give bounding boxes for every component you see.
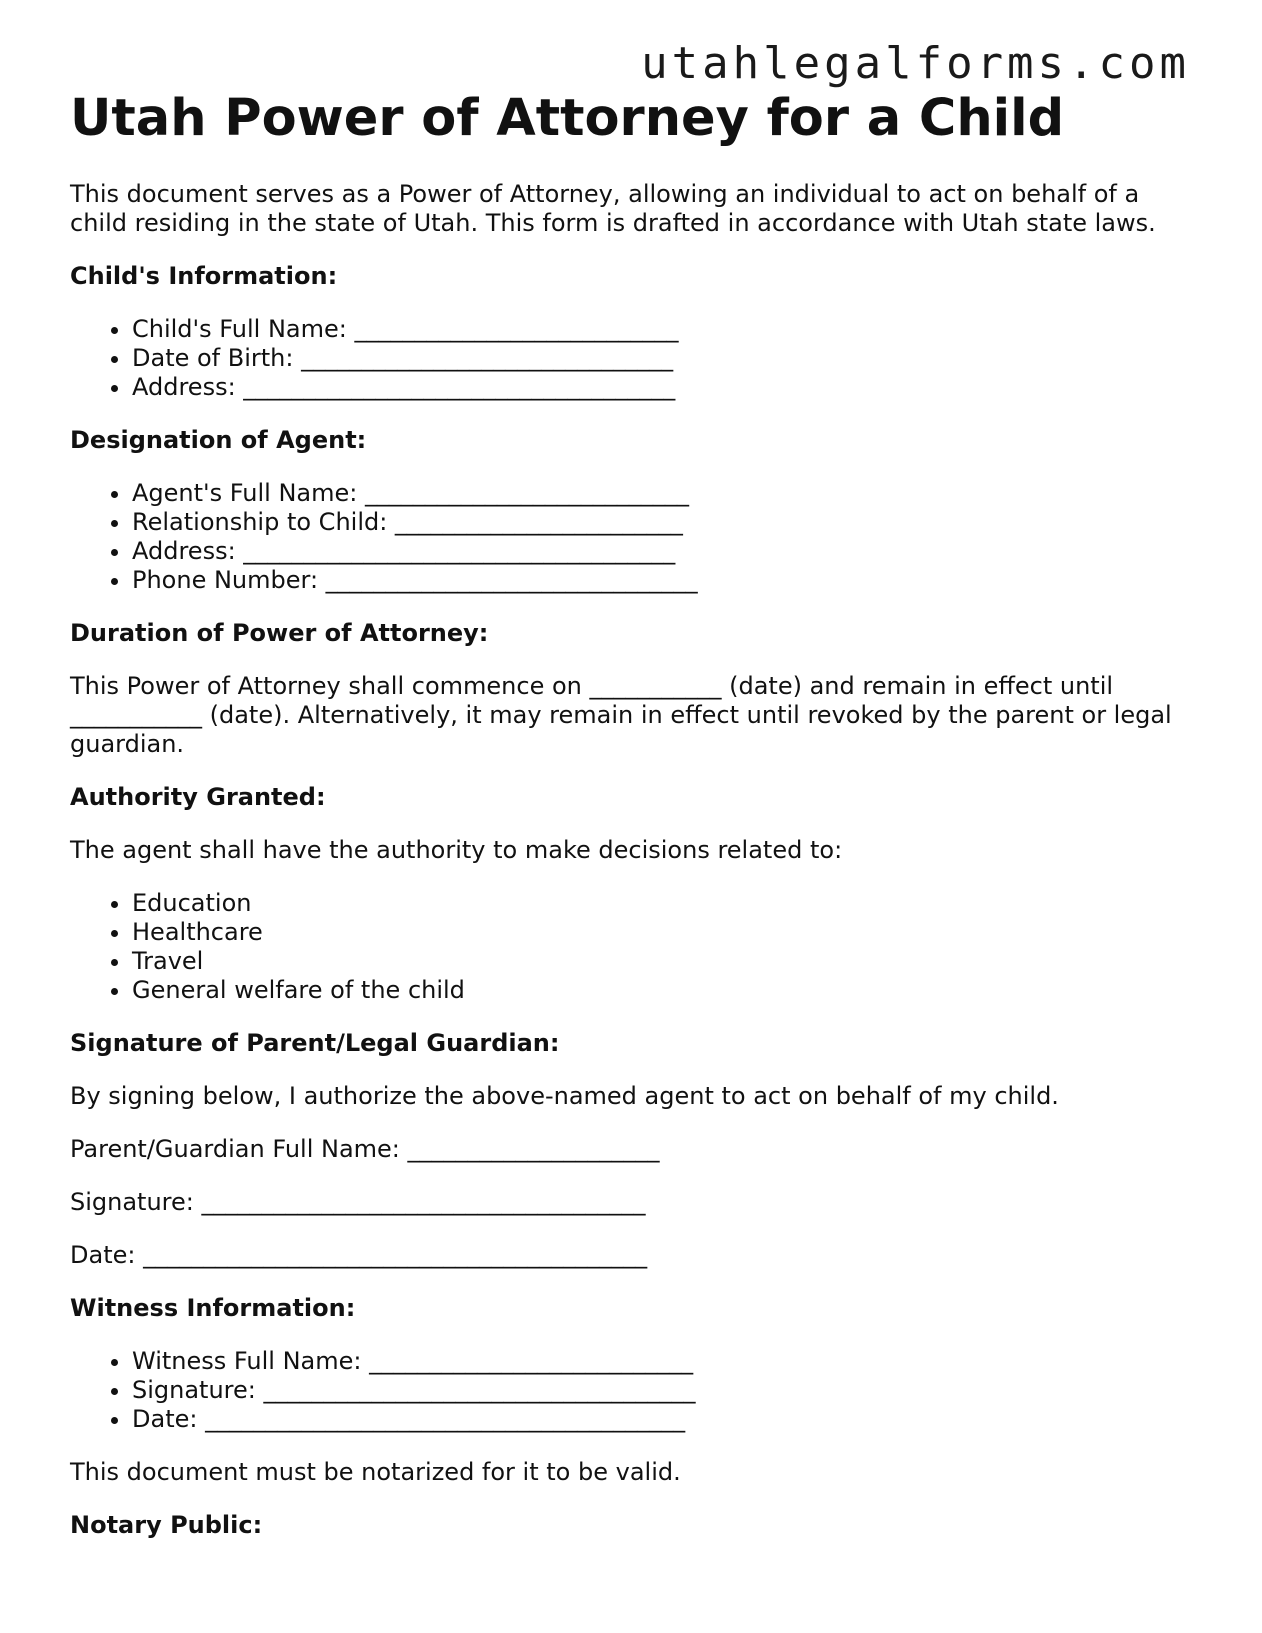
document-title: Utah Power of Attorney for a Child <box>70 89 1065 148</box>
signature-heading: Signature of Parent/Legal Guardian: <box>70 1029 560 1057</box>
authority-list <box>70 889 1200 1005</box>
notary-heading: Notary Public: <box>70 1511 263 1539</box>
notarize-paragraph: This document must be notarized for it to be valid. <box>70 1458 681 1486</box>
witness-list <box>70 1347 1200 1434</box>
authority-heading: Authority Granted: <box>70 783 326 811</box>
guardian-name-field: Parent/Guardian Full Name: _____________________ <box>70 1135 660 1163</box>
agent-list <box>70 479 1200 595</box>
child-dob-field: • Date of Birth: _______________________________ <box>132 344 1200 373</box>
agent-address-field: • Address: ____________________________________ <box>132 537 1200 566</box>
authority-item-travel: • Travel <box>132 947 1200 976</box>
duration-paragraph: This Power of Attorney shall commence on ___________ (date) and remain in effect until ___________ (date). Alternatively, it may remain in effect until revoked by the parent or legal guardian. <box>70 672 1172 758</box>
agent-relationship-field: • Relationship to Child: ________________________ <box>132 508 1200 537</box>
witness-signature-field: • Signature: ____________________________________ <box>132 1376 1200 1405</box>
guardian-signature-field: Signature: _____________________________________ <box>70 1188 646 1216</box>
intro-paragraph: This document serves as a Power of Attorney, allowing an individual to act on behalf of a child residing in the state of Utah. This form is drafted in accordance with Utah state laws. <box>70 180 1156 237</box>
witness-heading: Witness Information: <box>70 1294 356 1322</box>
signature-paragraph: By signing below, I authorize the above-named agent to act on behalf of my child. <box>70 1082 1059 1110</box>
agent-name-field: • Agent's Full Name: ___________________________ <box>132 479 1200 508</box>
witness-date-field: • Date: ________________________________________ <box>132 1405 1200 1434</box>
authority-item-healthcare: • Healthcare <box>132 918 1200 947</box>
document-body <box>70 88 1200 1564</box>
authority-item-welfare: • General welfare of the child <box>132 976 1200 1005</box>
child-name-field: • Child's Full Name: ___________________________ <box>132 315 1200 344</box>
duration-heading: Duration of Power of Attorney: <box>70 619 489 647</box>
agent-phone-field: • Phone Number: _______________________________ <box>132 566 1200 595</box>
child-info-heading: Child's Information: <box>70 262 338 290</box>
child-info-list <box>70 315 1200 402</box>
guardian-date-field: Date: __________________________________________ <box>70 1241 648 1269</box>
witness-name-field: • Witness Full Name: ___________________________ <box>132 1347 1200 1376</box>
authority-paragraph: The agent shall have the authority to make decisions related to: <box>70 836 843 864</box>
authority-item-education: • Education <box>132 889 1200 918</box>
child-address-field: • Address: ____________________________________ <box>132 373 1200 402</box>
site-watermark: utahlegalforms.com <box>641 38 1190 89</box>
agent-heading: Designation of Agent: <box>70 426 367 454</box>
